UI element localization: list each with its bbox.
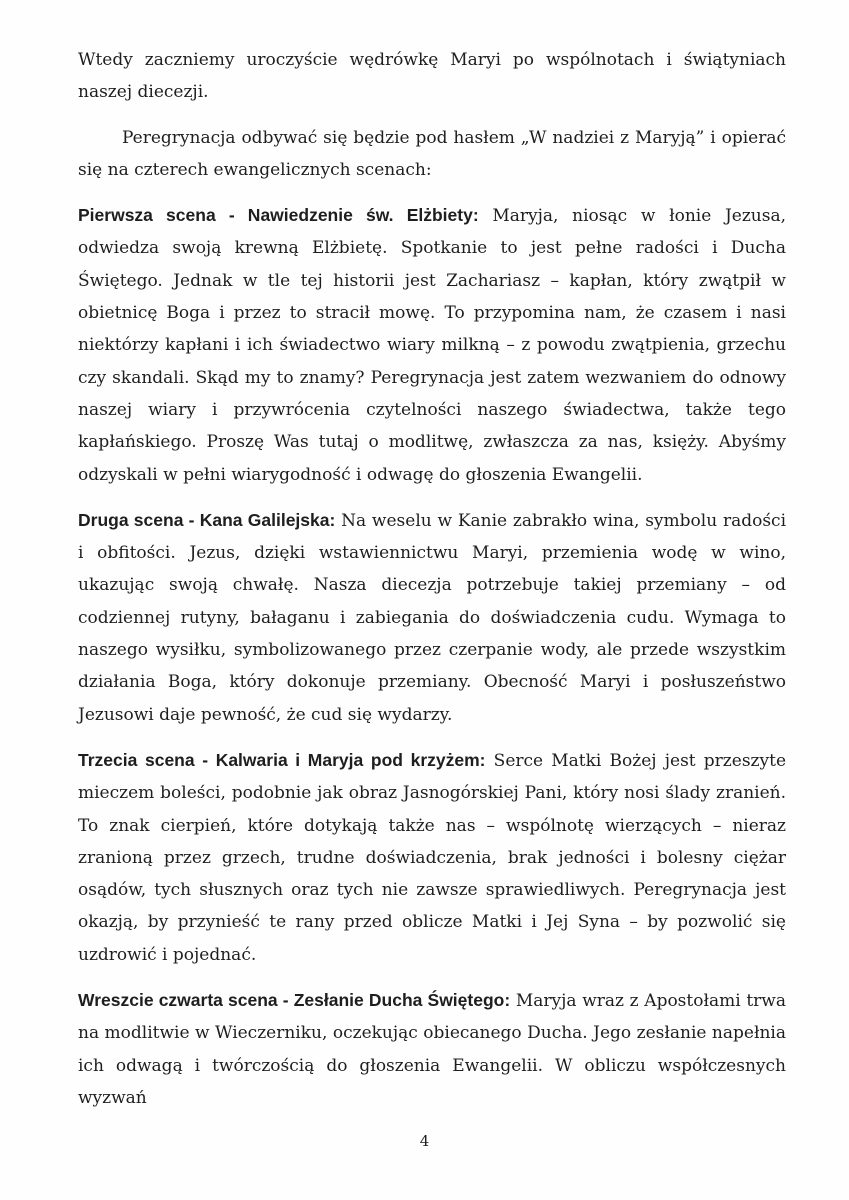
paragraph-text: Serce Matki Bożej jest przeszyte mieczem boleści, podobnie jak obraz Jasnogórskiej Pani, który nosi ślady zranień. To znak cierpień, które dotykają także nas – wspólnotę wierzących – nieraz zranioną przez grzech, trudne doświadczenia, brak jedności i bolesny ciężar osądów, tych słusznych oraz tych nie zawsze sprawiedliwych. Peregrynacja jest okazją, by przynieść te rany przed oblicze Matki i Jej Syna – by pozwolić się uzdrowić i pojednać. (78, 750, 787, 965)
paragraph-scene-2 (78, 504, 786, 731)
page-number: 4 (419, 1132, 430, 1150)
body-text (78, 44, 786, 1127)
paragraph-scene-4 (78, 984, 786, 1114)
paragraph-text: Na weselu w Kanie zabrakło wina, symbolu radości i obfitości. Jezus, dzięki wstawiennictwu Maryi, przemienia wodę w wino, ukazując swoją chwałę. Nasza diecezja potrzebuje takiej przemiany – od codziennej rutyny, bałaganu i zabiegania do doświadczenia cudu. Wymaga to naszego wysiłku, symbolizowanego przez czerpanie wody, ale przede wszystkim działania Boga, który dokonuje przemiany. Obecność Maryi i posłuszeństwo Jezusowi daje pewność, że cud się wydarzy. (78, 510, 787, 725)
scene-heading: Druga scena - Kana Galilejska: (78, 509, 336, 530)
paragraph-text: Maryja, niosąc w łonie Jezusa, odwiedza swoją krewną Elżbietę. Spotkanie to jest pełne radości i Ducha Świętego. Jednak w tle tej historii jest Zachariasz – kapłan, który zwątpił w obietnicę Boga i przez to stracił mowę. To przypomina nam, że czasem i nasi niektórzy kapłani i ich świadectwo wiary milkną – z powodu zwątpienia, grzechu czy skandali. Skąd my to znamy? Peregrynacja jest zatem wezwaniem do odnowy naszej wiary i przywrócenia czytelności naszego świadectwa, także tego kapłańskiego. Proszę Was tutaj o modlitwę, zwłaszcza za nas, księży. Abyśmy odzyskali w pełni wiarygodność i odwagę do głoszenia Ewangelii. (78, 206, 786, 485)
paragraph-text: Wtedy zaczniemy uroczyście wędrówkę Maryi po wspólnotach i świątyniach naszej diecezji. (78, 50, 786, 103)
paragraph-scene-1 (78, 199, 786, 491)
paragraph-scene-3 (78, 744, 786, 971)
scene-heading: Trzecia scena - Kalwaria i Maryja pod krzyżem: (78, 749, 486, 770)
paragraph-text: Maryja wraz z Apostołami trwa na modlitwie w Wieczerniku, oczekując obiecanego Ducha. Jego zesłanie napełnia ich odwagą i twórczością do głoszenia Ewangelii. W obliczu współczesnych wyzwań (78, 991, 786, 1108)
scene-heading: Pierwsza scena - Nawiedzenie św. Elżbiety: (78, 205, 479, 226)
paragraph-intro (78, 44, 786, 109)
scene-heading: Wreszcie czwarta scena - Zesłanie Ducha Świętego: (78, 990, 511, 1011)
paragraph-motto (78, 122, 786, 187)
paragraph-text: Peregrynacja odbywać się będzie pod hasłem „W nadziei z Maryją” i opierać się na czterech ewangelicznych scenach: (78, 127, 786, 180)
